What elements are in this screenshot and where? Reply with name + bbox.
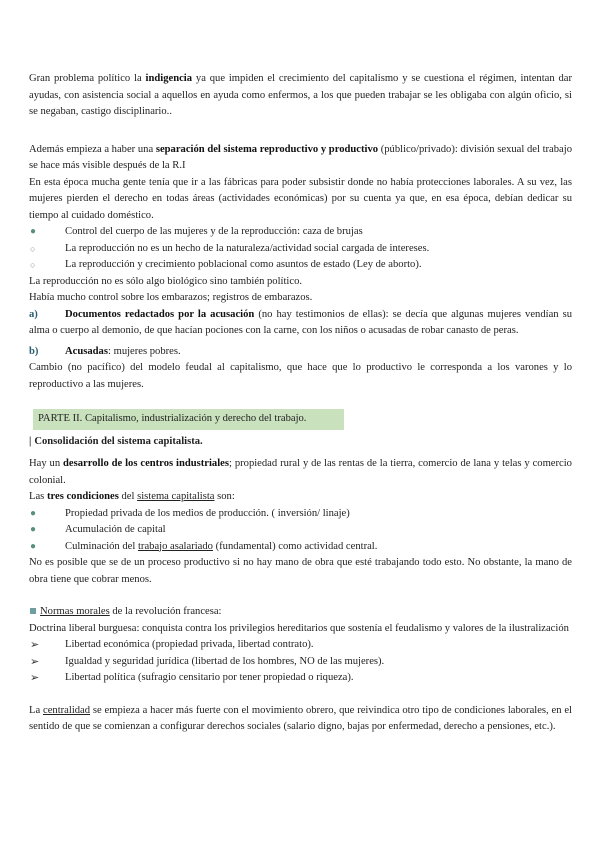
list-item: ➢ Igualdad y seguridad jurídica (libertad de los hombres, NO de las mujeres). [29,654,572,671]
list-item: ● Control del cuerpo de las mujeres y de la reproducción: caza de brujas [29,224,572,241]
part-heading-band: PARTE II. Capitalismo, industrialización y derecho del trabajo. [33,409,344,430]
section-heading [29,409,572,430]
paragraph-separacion: Además empieza a haber una separación del sistema reproductivo y productivo (público/privado): división sexual del trabajo se hace más visible después de la R.I [29,143,572,171]
arrow-bullet-icon: ➢ [30,639,40,651]
paragraph-normas: Normas morales de la revolución francesa: [29,604,572,621]
hollow-bullet-icon: ○ [30,243,36,254]
paragraph-control: Había mucho control sobre los embarazos; registros de embarazos. [29,292,313,303]
bullet-icon: ● [30,540,37,552]
document-page [29,71,572,736]
paragraph-indigencia: Gran problema político la indigencia ya que impiden el crecimiento del capitalismo y se cuestiona el régimen, intentan dar ayudas, con asistencia social a aquellos en ayuda como enfermos, a los que pueden trabajar se les obligaba con algún oficio, si se negaban, castigo disciplinario.. [29,73,572,117]
lettered-item-a: a) [29,308,38,320]
list-item: ● Acumulación de capital [29,522,572,539]
paragraph-condiciones: Las tres condiciones del sistema capitalista son: [29,491,235,502]
bullet-icon: ● [30,226,37,237]
list-item: ○ La reproducción y crecimiento poblacional como asuntos de estado (Ley de aborto). [29,257,572,274]
subheading: | Consolidación del sistema capitalista. [29,435,203,447]
paragraph-centralidad: La centralidad se empieza a hacer más fuerte con el movimiento obrero, que reivindica otro tipo de condiciones laborales, en el sentido de que se comienzan a configurar derechos sociales (salario digno, bajas por enfermedad, derecho a pensiones, etc.). [29,704,572,732]
paragraph-acusadas: b) Acusadas: mujeres pobres. [29,345,181,357]
arrow-bullet-icon: ➢ [30,672,40,684]
list-item: ➢ Libertad económica (propiedad privada, libertad contrato). [29,637,572,654]
paragraph-mano-de-obra: No es posible que se de un proceso productivo si no hay mano de obra que esté trabajando todo esto. No obstante, la mano de obra tiene que cobrar menos. [29,557,572,585]
list-item: ○ La reproducción no es un hecho de la naturaleza/actividad social cargada de intereses. [29,241,572,258]
paragraph-reproduccion: La reproducción no es sólo algo biológico sino también político. [29,275,303,287]
paragraph-doctrina: Doctrina liberal burguesa: conquista contra los privilegios hereditarios que sostenía el feudalismo y valores de la ilustralización [29,622,569,634]
bullet-icon: ● [30,524,37,535]
paragraph-cambio: Cambio (no pacífico) del modelo feudal al capitalismo, que hace que lo productivo le corresponda a los varones y lo reproductivo a las mujeres. [29,362,572,390]
arrow-bullet-icon: ➢ [30,655,40,668]
list-item: ● Culminación del trabajo asalariado (fundamental) como actividad central. [29,539,572,556]
hollow-bullet-icon: ○ [30,260,36,270]
bullet-icon: ● [30,507,37,519]
paragraph-fabricas: En esta época mucha gente tenía que ir a las fábricas para poder subsistir donde no había protecciones laborales. A su vez, las mujeres pierden el derecho en todas áreas (actividades económicas) por su cuenta ya que, en esa época, debían dedicar su tiempo al cuidado doméstico. [29,176,572,221]
list-item: ➢ Libertad política (sufragio censitario por tener propiedad o riqueza). [29,670,572,687]
list-item: ● Propiedad privada de los medios de producción. ( inversión/ linaje) [29,506,572,523]
square-bullet-icon [30,608,36,614]
paragraph-documentos: Documentos redactados por la acusación (no hay testimonios de ellas): se decía que algunas mujeres vendían su alma o cuerpo al demonio, de que hacían pociones con la carne, con los niños o acusadas de robar canasto de peras. [29,308,573,336]
paragraph-desarrollo: Hay un desarrollo de los centros industriales; propiedad rural y de las rentas de la tierra, comercio de lana y telas y comercio colonial. [29,458,572,486]
